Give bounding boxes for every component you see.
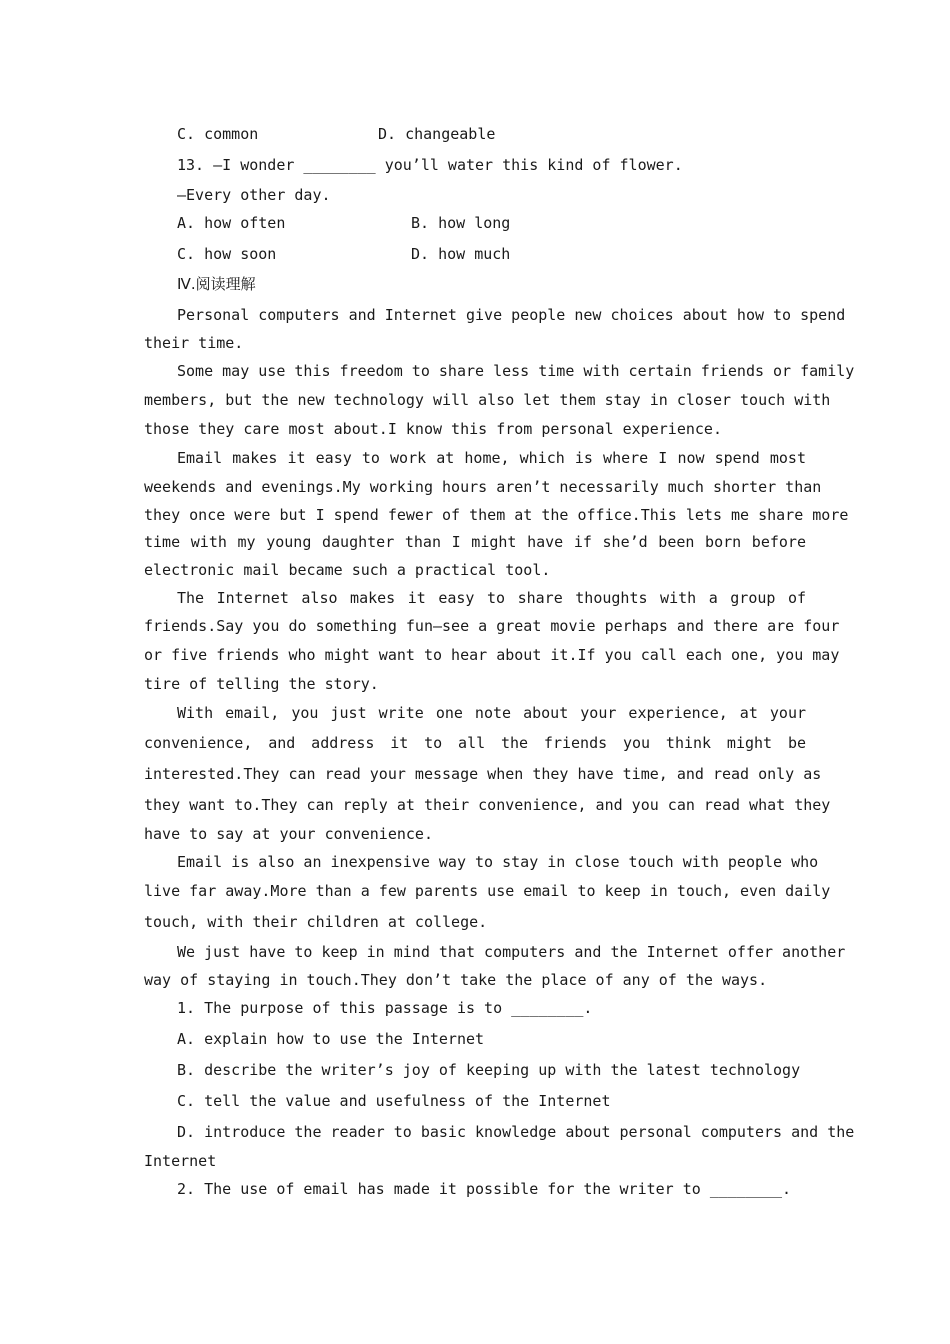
q13-option-c: C. how soon <box>177 245 277 263</box>
q13-reply: —Every other day. <box>177 186 331 204</box>
passage-line: With email, you just write one note about your experience, at your <box>177 704 806 722</box>
q13-stem: 13. —I wonder ________ you’ll water this kind of flower. <box>177 156 683 174</box>
passage-line: they once were but I spend fewer of them at the office.This lets me share more <box>144 506 849 524</box>
q12-option-d: D. changeable <box>378 125 496 143</box>
passage-line: weekends and evenings.My working hours aren’t necessarily much shorter than <box>144 478 822 496</box>
passage-line: electronic mail became such a practical tool. <box>144 561 551 579</box>
passage-line: Email is also an inexpensive way to stay in close touch with people who <box>177 853 819 871</box>
passage-line: tire of telling the story. <box>144 675 379 693</box>
passage-line: We just have to keep in mind that computers and the Internet offer another <box>177 943 846 961</box>
passage-line: time with my young daughter than I might have if she’d been born before <box>144 533 806 551</box>
q12-option-c: C. common <box>177 125 259 143</box>
passage-line: Some may use this freedom to share less time with certain friends or family <box>177 362 855 380</box>
section-heading: Ⅳ.阅读理解 <box>177 275 256 293</box>
question-1-option-a: A. explain how to use the Internet <box>177 1030 485 1048</box>
passage-line: live far away.More than a few parents use email to keep in touch, even daily <box>144 882 831 900</box>
passage-line: have to say at your convenience. <box>144 825 433 843</box>
question-1-option-d: D. introduce the reader to basic knowledge about personal computers and the <box>177 1123 855 1141</box>
q13-option-b: B. how long <box>411 214 511 232</box>
question-1-option-c: C. tell the value and usefulness of the Internet <box>177 1092 611 1110</box>
question-1-stem: 1. The purpose of this passage is to ________. <box>177 999 593 1017</box>
question-2-stem: 2. The use of email has made it possible for the writer to ________. <box>177 1180 792 1198</box>
passage-line: interested.They can read your message when they have time, and read only as <box>144 765 822 783</box>
passage-line: or five friends who might want to hear about it.If you call each one, you may <box>144 646 840 664</box>
passage-line: convenience, and address it to all the friends you think might be <box>144 734 806 752</box>
passage-line: way of staying in touch.They don’t take the place of any of the ways. <box>144 971 768 989</box>
passage-line: they want to.They can reply at their convenience, and you can read what they <box>144 796 831 814</box>
question-1-option-b: B. describe the writer’s joy of keeping up with the latest technology <box>177 1061 801 1079</box>
passage-line: their time. <box>144 334 244 352</box>
q13-option-a: A. how often <box>177 214 286 232</box>
passage-line: Email makes it easy to work at home, which is where I now spend most <box>177 449 806 467</box>
q13-option-d: D. how much <box>411 245 511 263</box>
question-1-option-d-cont: Internet <box>144 1152 217 1170</box>
passage-line: members, but the new technology will also let them stay in closer touch with <box>144 391 831 409</box>
passage-line: those they care most about.I know this from personal experience. <box>144 420 722 438</box>
passage-line: Personal computers and Internet give people new choices about how to spend <box>177 306 846 324</box>
passage-line: The Internet also makes it easy to share thoughts with a group of <box>177 589 806 607</box>
passage-line: friends.Say you do something fun—see a great movie perhaps and there are four <box>144 617 840 635</box>
passage-line: touch, with their children at college. <box>144 913 488 931</box>
